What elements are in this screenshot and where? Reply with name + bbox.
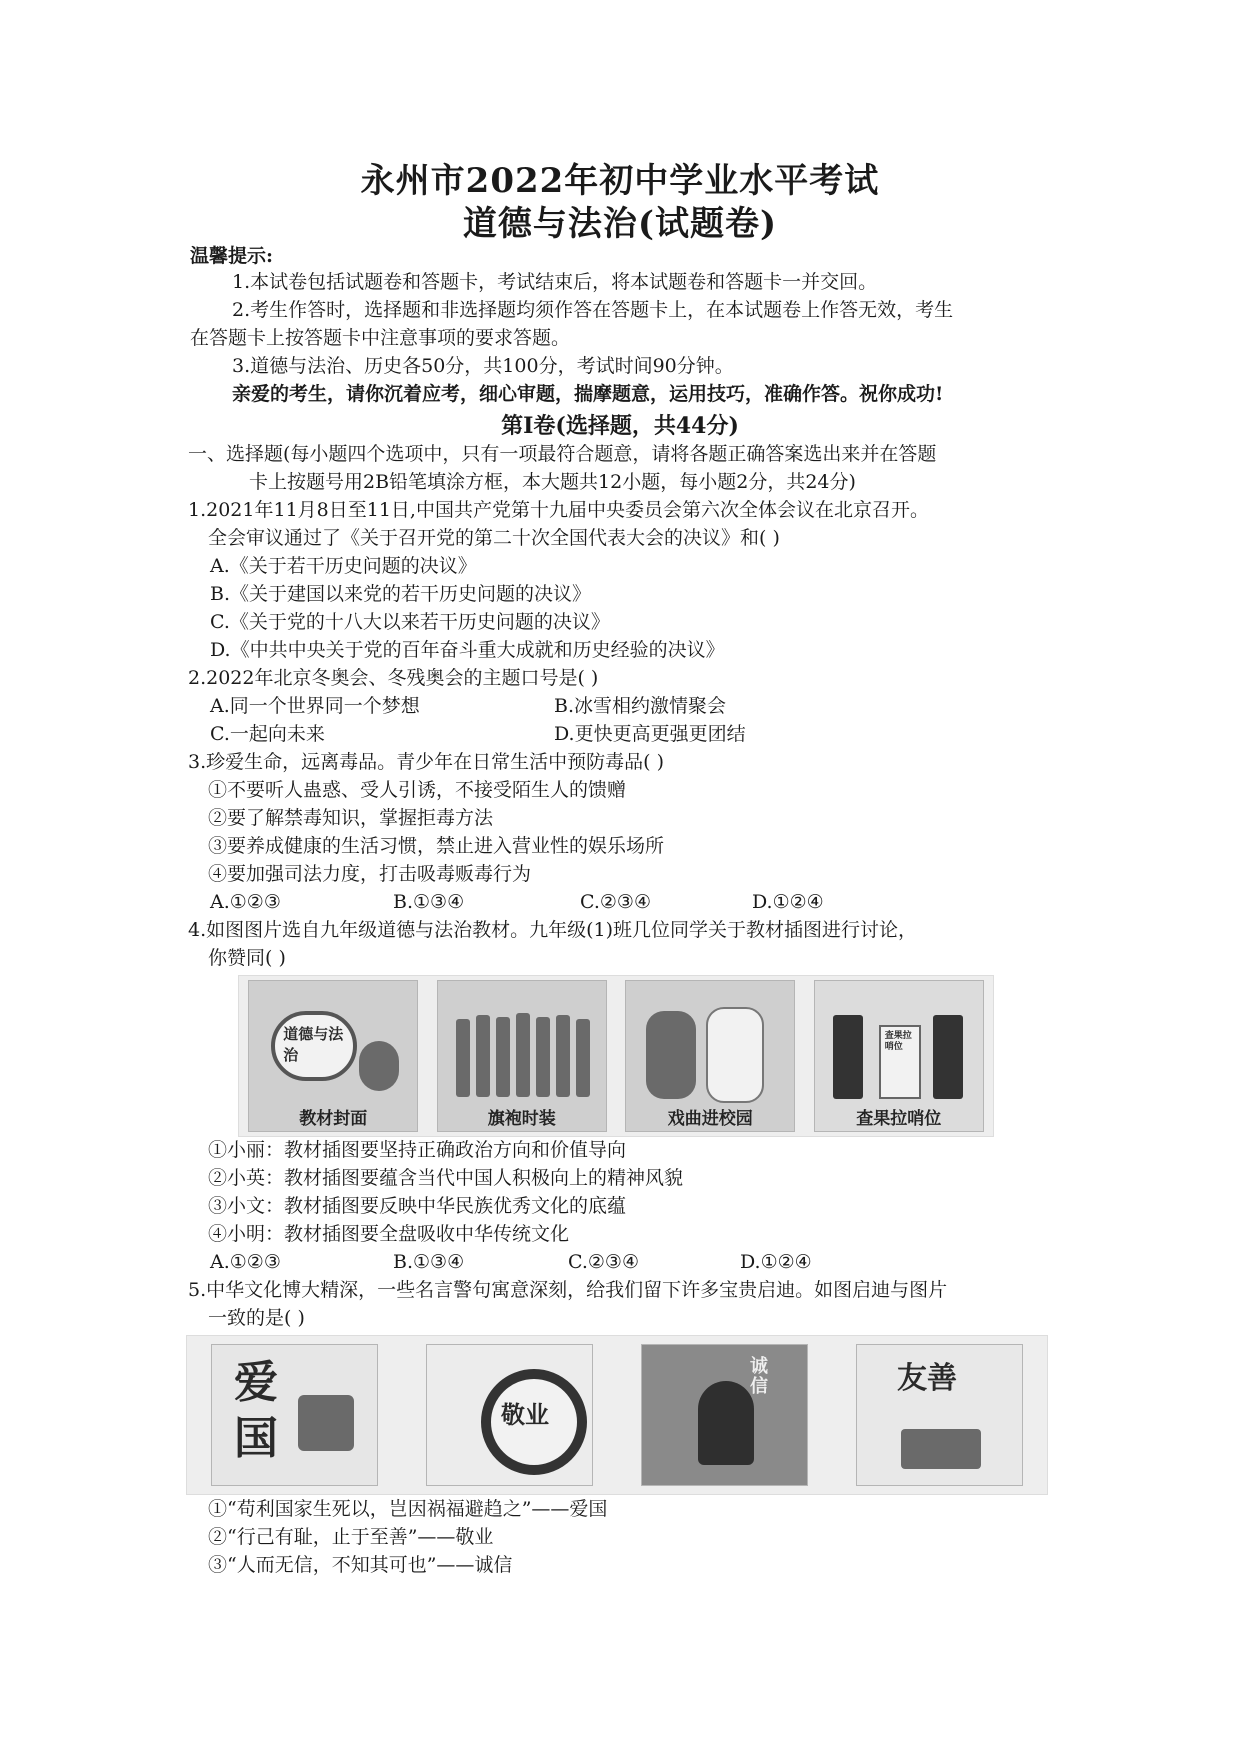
tip-3: 3.道德与法治、历史各50分，共100分，考试时间90分钟。: [232, 355, 734, 377]
q4-statement-3: ③小文：教材插图要反映中华民族优秀文化的底蕴: [208, 1195, 627, 1217]
q5-stem-line1: 5.中华文化博大精深，一些名言警句寓意深刻，给我们留下许多宝贵启迪。如图启迪与图片: [188, 1279, 948, 1301]
q4-cover-text: 道德与法治: [283, 1025, 344, 1064]
q1-option-c: C.《关于党的十八大以来若干历史问题的决议》: [210, 611, 610, 633]
q4-option-d: D.①②④: [740, 1251, 812, 1273]
q5-picture-friendliness: [856, 1344, 1023, 1486]
tip-2-line1: 2.考生作答时，选择题和非选择题均须作答在答题卡上，在本试题卷上作答无效，考生: [232, 299, 954, 321]
exam-title: 永州市2022年初中学业水平考试: [360, 161, 880, 201]
q1-stem-line2: 全会审议通过了《关于召开党的第二十次全国代表大会的决议》和( ): [208, 527, 780, 549]
q3-statement-3: ③要养成健康的生活习惯，禁止进入营业性的娱乐场所: [208, 835, 665, 857]
q5-picture-row: [186, 1335, 1048, 1495]
q4-picture-qipao: [437, 980, 607, 1132]
q5-statement-3: ③“人而无信，不知其可也”——诚信: [208, 1554, 513, 1576]
tips-label: 温馨提示:: [190, 245, 274, 267]
q1-option-d: D.《中共中央关于党的百年奋斗重大成就和历史经验的决议》: [210, 639, 725, 661]
exam-subtitle: 道德与法治(试题卷): [462, 204, 778, 244]
q5-picture-1-text: 爱国: [234, 1357, 278, 1464]
q4-caption-2: 旗袍时装: [487, 1109, 556, 1129]
q4-stem-line2: 你赞同( ): [208, 947, 286, 969]
q3-stem: 3.珍爱生命，远离毒品。青少年在日常生活中预防毒品( ): [188, 751, 664, 773]
tip-2-line2: 在答题卡上按答题卡中注意事项的要求答题。: [190, 327, 571, 349]
q5-picture-integrity: [641, 1344, 808, 1486]
q4-picture-textbook-cover: [248, 980, 418, 1132]
q5-stem-line2: 一致的是( ): [208, 1307, 305, 1329]
q2-option-a: A.同一个世界同一个梦想: [210, 695, 420, 717]
q4-caption-4: 查果拉哨位: [856, 1109, 942, 1129]
q5-picture-4-text: 友善: [897, 1361, 957, 1396]
q2-option-d: D.更快更高更强更团结: [554, 723, 746, 745]
q4-statement-4: ④小明：教材插图要全盘吸收中华传统文化: [208, 1223, 570, 1245]
q5-statement-1: ①“苟利国家生死以，岂因祸福避趋之”——爱国: [208, 1498, 608, 1520]
q4-option-b: B.①③④: [393, 1251, 465, 1273]
q1-option-a: A.《关于若干历史问题的决议》: [210, 555, 477, 577]
q4-option-c: C.②③④: [568, 1251, 639, 1273]
q4-stem-line1: 4.如图图片选自九年级道德与法治教材。九年级(1)班几位同学关于教材插图进行讨论，: [188, 919, 918, 941]
q5-statement-2: ②“行己有耻，止于至善”——敬业: [208, 1526, 494, 1548]
section-instructions-line1: 一、选择题(每小题四个选项中，只有一项最符合题意，请将各题正确答案选出来并在答题: [188, 443, 937, 465]
section-title: 第Ⅰ卷(选择题，共44分): [501, 413, 739, 439]
q3-option-a: A.①②③: [210, 891, 281, 913]
q4-statement-1: ①小丽：教材插图要坚持正确政治方向和价值导向: [208, 1139, 627, 1161]
tip-wish: 亲爱的考生，请你沉着应考，细心审题，揣摩题意，运用技巧，准确作答。祝你成功!: [232, 383, 944, 405]
q4-option-a: A.①②③: [210, 1251, 281, 1273]
q2-option-b: B.冰雪相约激情聚会: [554, 695, 727, 717]
q4-picture-opera: [625, 980, 795, 1132]
q2-option-c: C.一起向未来: [210, 723, 325, 745]
q3-option-b: B.①③④: [393, 891, 465, 913]
q5-picture-3-text: 诚信: [750, 1356, 768, 1397]
q4-caption-1: 教材封面: [299, 1109, 368, 1129]
q5-picture-dedication: [426, 1344, 593, 1486]
q5-picture-patriotism: [211, 1344, 378, 1486]
q4-caption-3: 戏曲进校园: [667, 1109, 753, 1129]
q4-picture-row: [238, 975, 994, 1137]
tip-1: 1.本试卷包括试题卷和答题卡，考试结束后，将本试题卷和答题卡一并交回。: [232, 271, 878, 293]
q3-statement-4: ④要加强司法力度，打击吸毒贩毒行为: [208, 863, 532, 885]
q3-option-c: C.②③④: [580, 891, 651, 913]
q3-option-d: D.①②④: [752, 891, 824, 913]
section-instructions-line2: 卡上按题号用2B铅笔填涂方框，本大题共12小题，每小题2分，共24分): [249, 471, 856, 493]
q4-statement-2: ②小英：教材插图要蕴含当代中国人积极向上的精神风貌: [208, 1167, 684, 1189]
q3-statement-1: ①不要听人蛊惑、受人引诱，不接受陌生人的馈赠: [208, 779, 627, 801]
q1-stem-line1: 1.2021年11月8日至11日,中国共产党第十九届中央委员会第六次全体会议在北京召开。: [188, 499, 929, 521]
q4-post-text: 查果拉哨位: [884, 1031, 912, 1052]
q1-option-b: B.《关于建国以来党的若干历史问题的决议》: [210, 583, 592, 605]
q5-picture-2-text: 敬业: [501, 1400, 549, 1429]
q2-stem: 2.2022年北京冬奥会、冬残奥会的主题口号是( ): [188, 667, 599, 689]
q3-statement-2: ②要了解禁毒知识，掌握拒毒方法: [208, 807, 494, 829]
q4-picture-sentry-post: [814, 980, 984, 1132]
